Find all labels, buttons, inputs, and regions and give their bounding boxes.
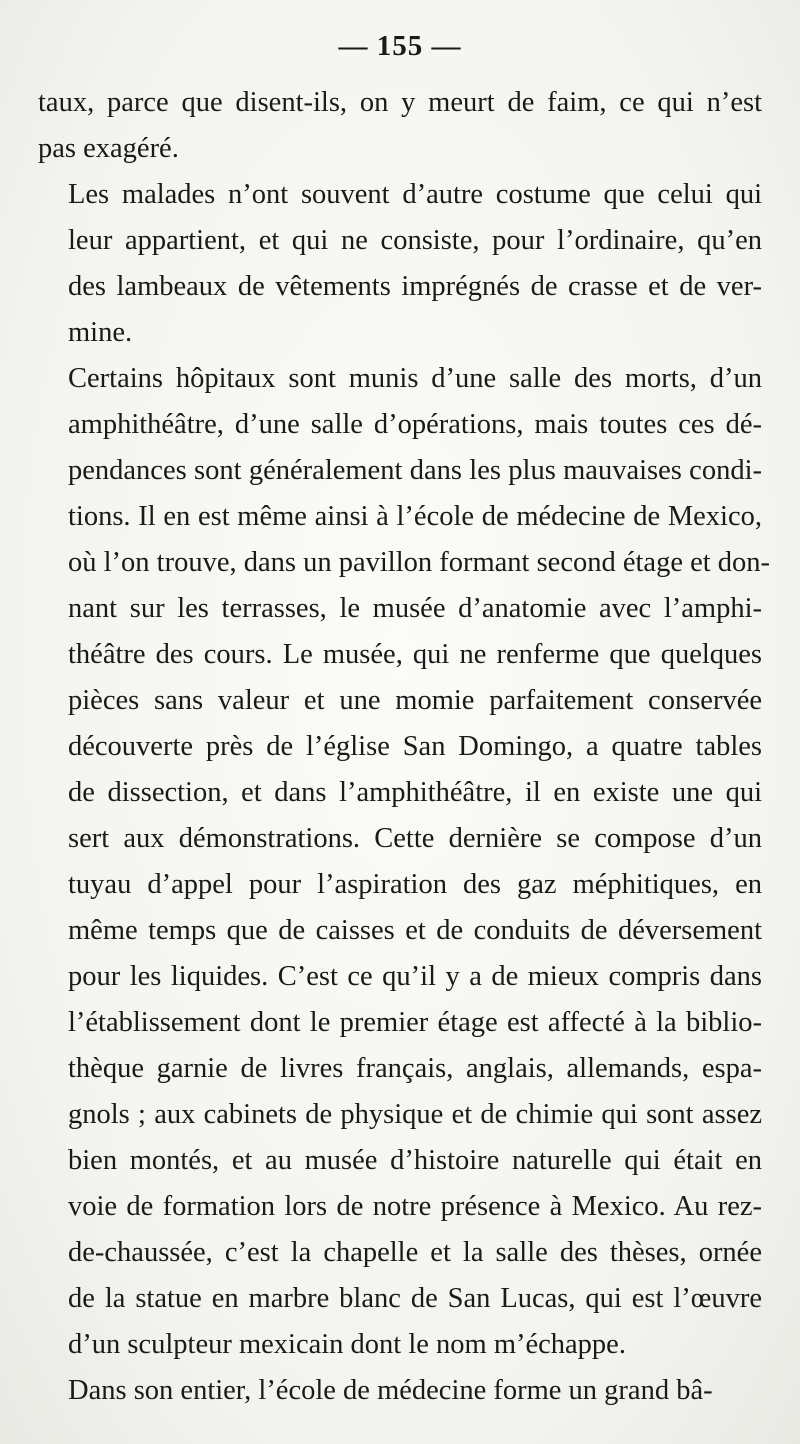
text-line: nant sur les terrasses, le musée d’anatomie avec l’amphi- (68, 593, 762, 624)
paragraph (38, 172, 762, 356)
text-line: des lambeaux de vêtements imprégnés de crasse et de ver- (68, 271, 762, 302)
text-line: pas exagéré. (38, 133, 179, 164)
text-line: de dissection, et dans l’amphithéâtre, il en existe une qui (68, 777, 762, 808)
paragraph (38, 80, 762, 172)
text-line: Les malades n’ont souvent d’autre costume que celui qui (68, 179, 762, 210)
text-line: thèque garnie de livres français, anglais, allemands, espa- (68, 1053, 762, 1084)
text-line: théâtre des cours. Le musée, qui ne renferme que quelques (68, 639, 762, 670)
paragraph (38, 1368, 762, 1414)
text-line: mine. (68, 317, 133, 348)
text-line: Certains hôpitaux sont munis d’une salle des morts, d’un (68, 363, 762, 394)
text-line: leur appartient, et qui ne consiste, pour l’ordinaire, qu’en (68, 225, 762, 256)
text-line: pour les liquides. C’est ce qu’il y a de mieux compris dans (68, 961, 762, 992)
body-text (38, 80, 771, 1414)
text-line: gnols ; aux cabinets de physique et de chimie qui sont assez (68, 1099, 762, 1130)
page-number: — 155 — (338, 30, 462, 62)
text-line: l’établissement dont le premier étage est affecté à la biblio- (68, 1007, 762, 1038)
text-line: taux, parce que disent-ils, on y meurt de faim, ce qui n’est (38, 87, 762, 118)
text-line: voie de formation lors de notre présence à Mexico. Au rez- (68, 1191, 762, 1222)
text-line: découverte près de l’église San Domingo, a quatre tables (68, 731, 762, 762)
paragraph (38, 356, 771, 1368)
text-line: où l’on trouve, dans un pavillon formant second étage et don- (68, 547, 771, 578)
text-line: tuyau d’appel pour l’aspiration des gaz méphitiques, en (68, 869, 762, 900)
text-line: même temps que de caisses et de conduits de déversement (68, 915, 762, 946)
text-line: bien montés, et au musée d’histoire naturelle qui était en (68, 1145, 762, 1176)
text-line: Dans son entier, l’école de médecine forme un grand bâ- (68, 1375, 713, 1406)
text-line: de-chaussée, c’est la chapelle et la salle des thèses, ornée (68, 1237, 762, 1268)
text-line: pièces sans valeur et une momie parfaitement conservée (68, 685, 762, 716)
text-line: amphithéâtre, d’une salle d’opérations, mais toutes ces dé- (68, 409, 762, 440)
text-line: de la statue en marbre blanc de San Lucas, qui est l’œuvre (68, 1283, 762, 1314)
text-line: sert aux démonstrations. Cette dernière se compose d’un (68, 823, 762, 854)
text-line: d’un sculpteur mexicain dont le nom m’échappe. (68, 1329, 626, 1360)
text-line: pendances sont généralement dans les plus mauvaises condi- (68, 455, 762, 486)
text-line: tions. Il en est même ainsi à l’école de médecine de Mexico, (68, 501, 762, 532)
